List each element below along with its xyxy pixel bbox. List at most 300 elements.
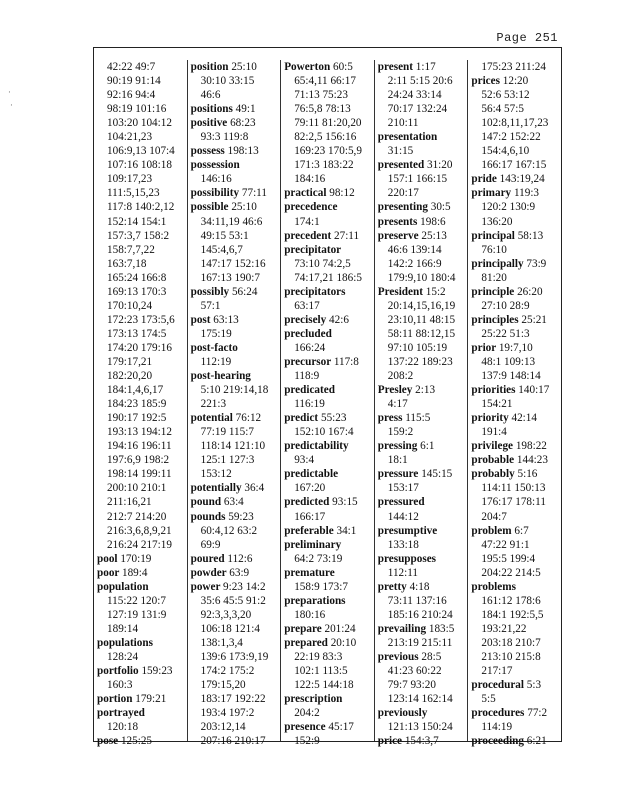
index-column-5 bbox=[467, 60, 561, 748]
page-line-refs: 137:22 189:23 bbox=[387, 355, 453, 368]
page-line-refs: 25:21 bbox=[521, 313, 547, 326]
index-term: precipitators bbox=[284, 285, 346, 298]
index-term: pressure bbox=[377, 468, 419, 481]
index-continuation bbox=[97, 186, 187, 200]
page-line-refs: 112:19 bbox=[200, 355, 232, 368]
index-entry bbox=[378, 580, 468, 594]
index-entry bbox=[284, 186, 374, 200]
index-entry bbox=[471, 341, 561, 355]
index-continuation bbox=[284, 88, 374, 102]
index-continuation bbox=[284, 552, 374, 566]
index-term: possession bbox=[190, 159, 240, 172]
index-term: principle bbox=[471, 285, 515, 298]
index-continuation bbox=[284, 144, 374, 158]
index-entry bbox=[471, 580, 561, 594]
index-entry bbox=[378, 524, 468, 538]
page-line-refs: 79:7 93:20 bbox=[387, 679, 436, 692]
index-term: predicated bbox=[284, 384, 335, 397]
index-continuation bbox=[471, 144, 561, 158]
index-entry bbox=[378, 650, 468, 664]
index-continuation bbox=[378, 186, 468, 200]
index-entry bbox=[284, 524, 374, 538]
page-line-refs: 28:5 bbox=[421, 650, 442, 663]
index-continuation bbox=[191, 425, 281, 439]
index-continuation bbox=[191, 74, 281, 88]
index-continuation bbox=[97, 594, 187, 608]
index-continuation bbox=[97, 720, 187, 734]
index-continuation bbox=[191, 243, 281, 257]
page-line-refs: 198:22 bbox=[515, 440, 547, 453]
page-line-refs: 31:15 bbox=[387, 145, 414, 158]
index-term: precedence bbox=[284, 201, 338, 214]
index-entry bbox=[284, 439, 374, 453]
index-entry bbox=[378, 383, 468, 397]
index-continuation bbox=[378, 355, 468, 369]
index-term: prices bbox=[471, 75, 500, 88]
index-term: Powerton bbox=[284, 61, 331, 73]
index-term: Presley bbox=[377, 384, 413, 397]
page-line-refs: 145:15 bbox=[421, 468, 453, 481]
page-line-refs: 49:15 53:1 bbox=[200, 229, 249, 242]
index-term: previous bbox=[377, 650, 419, 663]
index-continuation bbox=[191, 678, 281, 692]
index-continuation bbox=[378, 510, 468, 524]
index-continuation bbox=[471, 88, 561, 102]
index-entry bbox=[191, 481, 281, 495]
index-continuation bbox=[191, 706, 281, 720]
index-continuation bbox=[97, 327, 187, 341]
index-continuation bbox=[97, 116, 187, 130]
page-line-refs: 118:9 bbox=[294, 370, 320, 383]
page-line-refs: 133:18 bbox=[387, 538, 419, 551]
page-line-refs: 179:21 bbox=[135, 693, 167, 706]
index-continuation bbox=[97, 74, 187, 88]
index-entry bbox=[97, 734, 187, 748]
index-term: possess bbox=[190, 145, 225, 158]
index-continuation bbox=[191, 327, 281, 341]
index-continuation bbox=[471, 495, 561, 509]
page-line-refs: 146:16 bbox=[200, 173, 232, 186]
index-entry bbox=[284, 692, 374, 706]
index-term: poor bbox=[97, 566, 120, 579]
index-continuation bbox=[284, 369, 374, 383]
index-continuation bbox=[191, 229, 281, 243]
page-line-refs: 74:17,21 186:5 bbox=[294, 271, 362, 284]
index-entry bbox=[378, 158, 468, 172]
index-continuation bbox=[471, 566, 561, 580]
index-continuation bbox=[471, 608, 561, 622]
page-line-refs: 115:22 120:7 bbox=[107, 594, 166, 607]
index-continuation bbox=[284, 299, 374, 313]
index-entry bbox=[191, 102, 281, 116]
index-term: positive bbox=[190, 117, 228, 130]
index-continuation bbox=[97, 200, 187, 214]
page-line-refs: 68:23 bbox=[230, 117, 256, 130]
index-continuation bbox=[97, 243, 187, 257]
index-continuation bbox=[284, 608, 374, 622]
index-continuation bbox=[191, 439, 281, 453]
index-entry bbox=[284, 243, 374, 257]
index-continuation bbox=[378, 608, 468, 622]
page-line-refs: 172:23 173:5,6 bbox=[107, 313, 175, 326]
page-line-refs: 71:13 75:23 bbox=[294, 89, 348, 102]
index-continuation bbox=[191, 355, 281, 369]
index-continuation bbox=[378, 327, 468, 341]
index-continuation bbox=[191, 271, 281, 285]
index-entry bbox=[191, 313, 281, 327]
page-line-refs: 48:1 109:13 bbox=[481, 355, 536, 368]
margin-speck: · bbox=[8, 88, 11, 98]
page-line-refs: 60:5 bbox=[332, 61, 353, 73]
index-term: predictable bbox=[284, 468, 339, 481]
page-line-refs: 211:16,21 bbox=[107, 496, 152, 509]
page-line-refs: 122:5 144:18 bbox=[294, 679, 354, 692]
page-line-refs: 26:20 bbox=[517, 285, 543, 298]
page-line-refs: 174:1 bbox=[294, 215, 320, 228]
index-entry bbox=[97, 692, 187, 706]
index-continuation bbox=[471, 130, 561, 144]
index-term: procedures bbox=[471, 707, 525, 720]
page-line-refs: 22:19 83:3 bbox=[294, 650, 343, 663]
index-term: post-hearing bbox=[190, 370, 251, 383]
index-continuation bbox=[97, 439, 187, 453]
index-entry bbox=[471, 706, 561, 720]
page-line-refs: 216:24 217:19 bbox=[107, 538, 172, 551]
index-continuation bbox=[378, 664, 468, 678]
page-line-refs: 182:20,20 bbox=[107, 370, 153, 383]
page-line-refs: 92:3,3,3,20 bbox=[200, 608, 252, 621]
page-line-refs: 102:8,11,17,23 bbox=[481, 117, 549, 130]
index-term: practical bbox=[284, 187, 327, 200]
index-continuation bbox=[97, 285, 187, 299]
page-line-refs: 197:6,9 198:2 bbox=[107, 454, 170, 467]
index-term: portion bbox=[97, 693, 133, 706]
page-line-refs: 184:1 192:5,5 bbox=[481, 608, 544, 621]
page-line-refs: 59:23 bbox=[228, 510, 254, 523]
index-term: precluded bbox=[284, 327, 332, 340]
index-continuation bbox=[284, 481, 374, 495]
index-continuation bbox=[97, 524, 187, 538]
page-line-refs: 30:5 bbox=[430, 201, 451, 214]
page-line-refs: 154:21 bbox=[481, 398, 513, 411]
page-line-refs: 158:9 173:7 bbox=[294, 580, 348, 593]
index-continuation bbox=[97, 467, 187, 481]
index-continuation bbox=[97, 215, 187, 229]
page-line-refs: 55:23 bbox=[320, 412, 347, 425]
index-continuation bbox=[471, 538, 561, 552]
page-line-refs: 98:19 101:16 bbox=[107, 103, 167, 116]
index-continuation bbox=[471, 692, 561, 706]
index-entry bbox=[284, 355, 374, 369]
page-line-refs: 49:1 bbox=[235, 103, 256, 116]
page-line-refs: 173:13 174:5 bbox=[107, 327, 167, 340]
index-continuation bbox=[191, 88, 281, 102]
page-line-refs: 184:23 185:9 bbox=[107, 398, 167, 411]
index-term: possible bbox=[190, 201, 229, 214]
index-entry bbox=[191, 116, 281, 130]
page-line-refs: 115:5 bbox=[405, 412, 431, 425]
index-continuation bbox=[97, 608, 187, 622]
index-continuation bbox=[378, 116, 468, 130]
page-line-refs: 35:6 45:5 91:2 bbox=[200, 594, 266, 607]
page-line-refs: 194:16 196:11 bbox=[107, 440, 172, 453]
index-entry bbox=[191, 60, 281, 74]
index-continuation bbox=[284, 397, 374, 411]
page-line-refs: 106:18 121:4 bbox=[200, 622, 260, 635]
page-line-refs: 52:6 53:12 bbox=[481, 89, 530, 102]
index-entry bbox=[97, 664, 187, 678]
page-line-refs: 153:12 bbox=[200, 468, 232, 481]
index-continuation bbox=[191, 172, 281, 186]
page-line-refs: 144:12 bbox=[387, 510, 419, 523]
page-line-refs: 5:16 bbox=[517, 468, 538, 481]
index-continuation bbox=[191, 538, 281, 552]
index-continuation bbox=[284, 510, 374, 524]
index-entry bbox=[284, 467, 374, 481]
index-continuation bbox=[284, 664, 374, 678]
margin-speck: · bbox=[10, 101, 13, 111]
page-line-refs: 60:4,12 63:2 bbox=[200, 524, 258, 537]
page-line-refs: 154:4,6,10 bbox=[481, 145, 530, 158]
page-line-refs: 121:13 150:24 bbox=[387, 721, 453, 734]
index-entry bbox=[378, 229, 468, 243]
index-entry bbox=[284, 566, 374, 580]
index-continuation bbox=[191, 692, 281, 706]
page-line-refs: 221:3 bbox=[200, 398, 227, 411]
page-line-refs: 31:20 bbox=[426, 159, 453, 172]
page-line-refs: 116:19 bbox=[294, 398, 325, 411]
index-continuation bbox=[378, 566, 468, 580]
index-continuation bbox=[284, 102, 374, 116]
index-continuation bbox=[378, 144, 468, 158]
page-line-refs: 152:10 167:4 bbox=[294, 426, 354, 439]
page-line-refs: 20:14,15,16,19 bbox=[387, 299, 456, 312]
index-entry bbox=[378, 734, 468, 748]
page-line-refs: 139:6 173:9,19 bbox=[200, 650, 269, 663]
index-term: primary bbox=[471, 187, 512, 200]
page-line-refs: 161:12 178:6 bbox=[481, 594, 541, 607]
index-entry bbox=[378, 130, 468, 144]
index-term: principally bbox=[471, 257, 524, 270]
index-entry bbox=[471, 453, 561, 467]
index-continuation bbox=[284, 425, 374, 439]
page-line-refs: 120:18 bbox=[107, 721, 139, 734]
page-line-refs: 184:1,4,6,17 bbox=[107, 384, 164, 397]
index-term: pressing bbox=[377, 440, 418, 453]
page-line-refs: 73:9 bbox=[526, 257, 547, 270]
index-continuation bbox=[471, 102, 561, 116]
index-continuation bbox=[191, 720, 281, 734]
index-continuation bbox=[378, 88, 468, 102]
page-line-refs: 19:7,10 bbox=[498, 341, 533, 354]
index-continuation bbox=[378, 299, 468, 313]
index-continuation bbox=[97, 229, 187, 243]
index-entry bbox=[378, 215, 468, 229]
page-line-refs: 193:21,22 bbox=[481, 622, 527, 635]
index-continuation bbox=[97, 453, 187, 467]
page-line-refs: 93:4 bbox=[294, 454, 315, 467]
page-line-refs: 64:2 73:19 bbox=[294, 552, 343, 565]
page-line-refs: 200:10 210:1 bbox=[107, 482, 167, 495]
index-entry bbox=[471, 467, 561, 481]
index-entry bbox=[284, 720, 374, 734]
index-continuation bbox=[97, 60, 187, 74]
index-continuation bbox=[378, 271, 468, 285]
index-continuation bbox=[97, 650, 187, 664]
index-entry bbox=[378, 60, 468, 74]
page-line-refs: 208:2 bbox=[387, 370, 414, 383]
page-line-refs: 158:7,7,22 bbox=[107, 243, 155, 256]
index-entry bbox=[471, 172, 561, 186]
index-entry bbox=[378, 622, 468, 636]
index-entry bbox=[284, 200, 374, 214]
index-entry bbox=[471, 74, 561, 88]
page-line-refs: 175:23 211:24 bbox=[481, 61, 546, 73]
page-line-refs: 189:4 bbox=[121, 566, 148, 579]
index-continuation bbox=[284, 678, 374, 692]
page-line-refs: 114:11 150:13 bbox=[481, 482, 546, 495]
page-line-refs: 77:11 bbox=[241, 187, 267, 200]
page-line-refs: 5:10 219:14,18 bbox=[200, 384, 269, 397]
page-line-refs: 198:14 199:11 bbox=[107, 468, 172, 481]
page-line-refs: 123:14 162:14 bbox=[387, 693, 453, 706]
index-entry bbox=[284, 538, 374, 552]
page-line-refs: 112:11 bbox=[387, 566, 419, 579]
index-continuation bbox=[471, 60, 561, 74]
page-number-label: Page 251 bbox=[496, 31, 558, 45]
index-entry bbox=[284, 495, 374, 509]
index-term: predicted bbox=[284, 496, 330, 509]
index-term: position bbox=[190, 61, 229, 73]
page-line-refs: 154:3,7 bbox=[404, 735, 439, 748]
index-entry bbox=[284, 622, 374, 636]
index-continuation bbox=[284, 172, 374, 186]
page-line-refs: 166:24 bbox=[294, 341, 326, 354]
page-line-refs: 203:12,14 bbox=[200, 721, 246, 734]
index-continuation bbox=[191, 397, 281, 411]
page-line-refs: 56:4 57:5 bbox=[481, 103, 524, 116]
index-entry bbox=[471, 186, 561, 200]
page-line-refs: 160:3 bbox=[107, 679, 133, 692]
index-continuation bbox=[378, 425, 468, 439]
page-line-refs: 176:17 178:11 bbox=[481, 496, 546, 509]
page-line-refs: 2:11 5:15 20:6 bbox=[387, 75, 453, 88]
index-continuation bbox=[284, 215, 374, 229]
index-entry bbox=[378, 706, 468, 720]
index-continuation bbox=[284, 130, 374, 144]
page-line-refs: 201:24 bbox=[324, 622, 356, 635]
index-continuation bbox=[284, 706, 374, 720]
index-entry bbox=[471, 229, 561, 243]
page-line-refs: 23:10,11 48:15 bbox=[387, 313, 456, 326]
page-line-refs: 25:10 bbox=[231, 201, 257, 214]
page-line-refs: 213:19 215:11 bbox=[387, 636, 453, 649]
index-continuation bbox=[471, 481, 561, 495]
index-continuation bbox=[471, 510, 561, 524]
page-line-refs: 140:17 bbox=[518, 384, 550, 397]
page-line-refs: 42:22 49:7 bbox=[107, 61, 156, 73]
index-continuation bbox=[471, 397, 561, 411]
page-line-refs: 6:21 bbox=[526, 735, 547, 748]
page-line-refs: 193:4 197:2 bbox=[200, 707, 255, 720]
index-entry bbox=[284, 411, 374, 425]
page-line-refs: 42:6 bbox=[329, 313, 349, 326]
index-continuation bbox=[97, 538, 187, 552]
index-term: priority bbox=[471, 412, 509, 425]
index-term: presented bbox=[377, 159, 425, 172]
index-term: presumptive bbox=[377, 524, 438, 537]
page-line-refs: 5:5 bbox=[481, 693, 496, 706]
index-term: preparations bbox=[284, 594, 346, 607]
index-continuation bbox=[471, 215, 561, 229]
page-line-refs: 136:20 bbox=[481, 215, 513, 228]
page-line-refs: 166:17 bbox=[294, 510, 326, 523]
page-line-refs: 189:14 bbox=[107, 622, 139, 635]
index-term: problems bbox=[471, 580, 516, 593]
index-term: presents bbox=[377, 215, 418, 228]
index-entry bbox=[284, 313, 374, 327]
page-line-refs: 183:17 192:22 bbox=[200, 693, 266, 706]
page-line-refs: 147:2 152:22 bbox=[481, 131, 541, 144]
index-term: prior bbox=[471, 341, 497, 354]
page-line-refs: 179:17,21 bbox=[107, 355, 153, 368]
index-continuation bbox=[97, 102, 187, 116]
index-continuation bbox=[378, 720, 468, 734]
page-line-refs: 34:11,19 46:6 bbox=[200, 215, 263, 228]
index-continuation bbox=[191, 734, 281, 748]
index-term: price bbox=[377, 735, 403, 748]
index-continuation bbox=[471, 243, 561, 257]
index-continuation bbox=[378, 636, 468, 650]
index-term: post bbox=[190, 313, 211, 326]
index-continuation bbox=[97, 257, 187, 271]
page-line-refs: 127:19 131:9 bbox=[107, 608, 167, 621]
index-entry bbox=[378, 285, 468, 299]
index-continuation bbox=[97, 299, 187, 313]
page-line-refs: 15:2 bbox=[425, 285, 446, 298]
index-continuation bbox=[191, 257, 281, 271]
index-continuation bbox=[97, 411, 187, 425]
index-entry bbox=[471, 678, 561, 692]
index-term: principal bbox=[471, 229, 515, 242]
index-term: portrayed bbox=[97, 707, 145, 720]
index-column-2 bbox=[187, 60, 281, 748]
page-line-refs: 143:19,24 bbox=[499, 173, 545, 186]
page-line-refs: 45:17 bbox=[328, 721, 354, 734]
page-line-refs: 137:9 148:14 bbox=[481, 370, 541, 383]
index-continuation bbox=[191, 215, 281, 229]
index-term: possibly bbox=[190, 285, 230, 298]
index-entry bbox=[191, 200, 281, 214]
page-line-refs: 195:5 199:4 bbox=[481, 552, 536, 565]
page-line-refs: 90:19 91:14 bbox=[107, 75, 161, 88]
page-line-refs: 128:24 bbox=[107, 650, 139, 663]
index-continuation bbox=[191, 650, 281, 664]
index-continuation bbox=[378, 453, 468, 467]
index-continuation bbox=[97, 622, 187, 636]
page-line-refs: 157:1 166:15 bbox=[387, 173, 448, 186]
index-continuation bbox=[378, 313, 468, 327]
index-continuation bbox=[378, 397, 468, 411]
page-line-refs: 41:23 60:22 bbox=[387, 665, 442, 678]
page-line-refs: 107:16 108:18 bbox=[107, 159, 172, 172]
index-term: problem bbox=[471, 524, 512, 537]
index-term: prepare bbox=[284, 622, 322, 635]
page-line-refs: 142:2 166:9 bbox=[387, 257, 442, 270]
page-line-refs: 104:21,23 bbox=[107, 131, 153, 144]
index-term: privilege bbox=[471, 440, 514, 453]
index-continuation bbox=[97, 383, 187, 397]
